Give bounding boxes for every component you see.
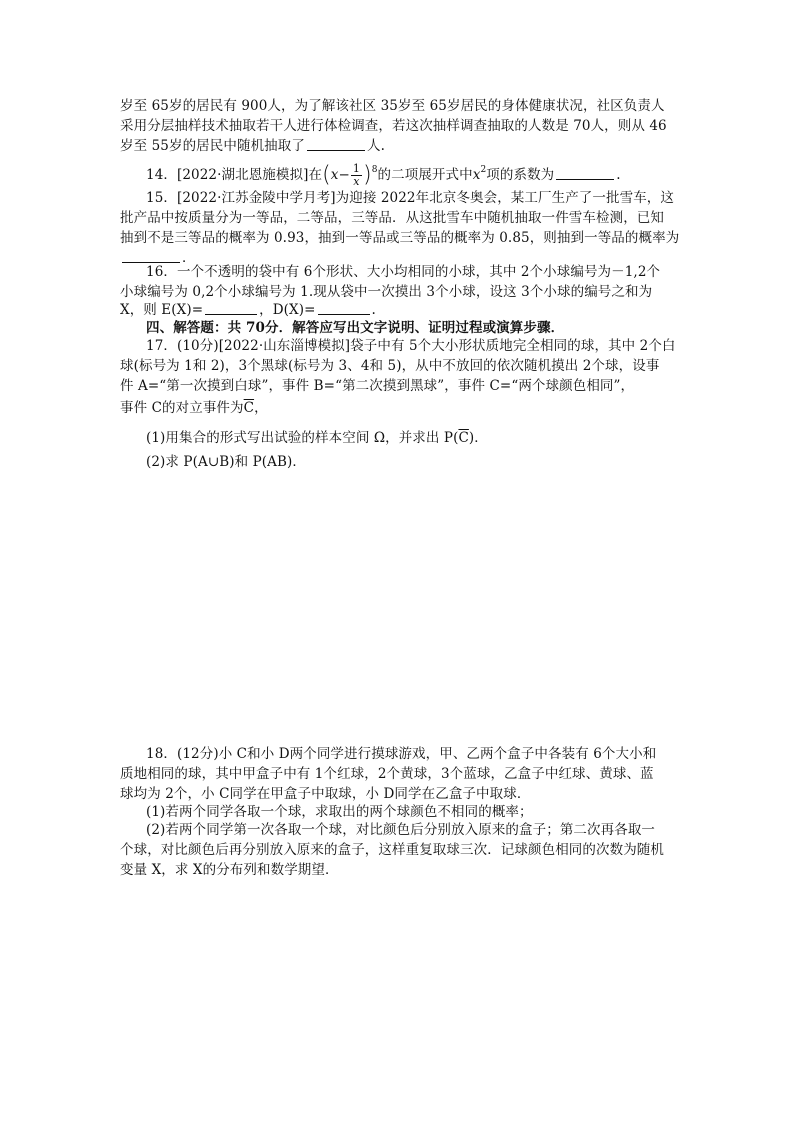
- q17-part-1-a: (1)用集合的形式写出试验的样本空间 Ω，并求出 P(: [146, 430, 459, 446]
- q17-line-4-b: ，: [254, 400, 268, 416]
- q17-line-1: 17．(10分)[2022·山东淄博模拟]袋子中有 5个大小形状质地完全相同的球，其中 2个白: [146, 338, 676, 354]
- q16-dx-answer-blank[interactable]: [318, 300, 370, 315]
- q17-part-1: [146, 428, 706, 448]
- q17-line-4: [120, 398, 680, 418]
- q13-text-line-1: 岁至 65岁的居民有 900人，为了解该社区 35岁至 65岁居民的身体健康状况，社区负责人: [120, 98, 665, 114]
- q17-part-2: (2)求 P(A∪B)和 P(AB)．: [146, 454, 306, 470]
- q17-part-1-c: $\overline{C}$: [458, 430, 469, 446]
- q18-part-1: (1)若两个同学各取一个球，求取出的两个球颜色不相同的概率；: [146, 804, 533, 820]
- q17-part-1-b: )．: [468, 430, 488, 446]
- q14-x2-exponent: 2: [480, 165, 487, 175]
- q16-dx-label: ，D(X)=: [259, 302, 316, 318]
- q13-text-line-3-b: 人.: [366, 138, 385, 154]
- q18-part-2-line-1: (2)若两个同学第一次各取一个球，对比颜色后分别放入原来的盒子；第二次再各取一: [146, 822, 656, 838]
- q16-ex-label: X，则 E(X)=: [120, 302, 204, 318]
- q18-part-2-line-2: 个球，对比颜色后再分别放入原来的盒子，这样重复取球三次．记球颜色相同的次数为随机: [120, 842, 664, 858]
- q17-line-2: 球(标号为 1和 2)，3个黑球(标号为 3、4和 5)，从中不放回的依次随机摸出 2个球，设事: [120, 358, 660, 374]
- q17-line-3: 件 A=“第一次摸到白球”，事件 B=“第二次摸到黑球”，事件 C=“两个球颜色相同”，: [120, 378, 635, 394]
- q18-line-2: 质地相同的球，其中甲盒子中有 1个红球，2个黄球，3个蓝球，乙盒子中红球、黄球、蓝: [120, 766, 654, 782]
- q17-c-complement: $\overline{C}$: [243, 400, 255, 416]
- q16-line-1: 16．一个不透明的袋中有 6个形状、大小均相同的小球，其中 2个小球编号为－1,2个: [146, 264, 661, 280]
- q14-right-paren: ): [363, 162, 372, 188]
- q18-line-3: 球均为 2个，小 C同学在甲盒子中取球，小 D同学在乙盒子中取球．: [120, 786, 531, 802]
- section-4-heading: 四、解答题：共 70分．解答应写出文字说明、证明过程或演算步骤．: [146, 320, 565, 336]
- q14-answer-blank[interactable]: [556, 165, 614, 180]
- q13-text-line-2: 采用分层抽样技术抽取若干人进行体检调查，若这次抽样调查抽取的人数是 70人，则从 46: [120, 118, 667, 134]
- q18-line-1: 18．(12分)小 C和小 D两个同学进行摸球游戏，甲、乙两个盒子中各装有 6个大小和: [146, 746, 657, 762]
- q13-answer-blank[interactable]: [307, 136, 365, 151]
- q16-line-2: 小球编号为 0,2个小球编号为 1.现从袋中一次摸出 3个小球，设这 3个小球的编号之和为: [120, 284, 653, 300]
- q18-part-2-line-3: 变量 X，求 X的分布列和数学期望．: [120, 862, 339, 878]
- q14-suffix-b: 项的系数为: [486, 167, 555, 183]
- q15-line-2: 批产品中按质量分为一等品，二等品，三等品．从这批雪车中随机抽取一件雪车检测，已知: [120, 210, 664, 226]
- q15-line-3: 抽到不是三等品的概率为 0.93，抽到一等品或三等品的概率为 0.85，则抽到一等品的概率为: [120, 230, 680, 246]
- q14-var-x2: x: [472, 167, 481, 183]
- q13-text-line-3-a: 岁至 55岁的居民中随机抽取了: [120, 138, 305, 154]
- q16-ex-answer-blank[interactable]: [205, 300, 257, 315]
- q14-end: .: [616, 167, 621, 183]
- q14-prefix: 14．[2022·湖北恩施模拟]在: [146, 167, 323, 183]
- q13-text-line-3: [120, 136, 680, 156]
- q16-end: .: [371, 302, 376, 318]
- q16-line-3: [120, 300, 680, 320]
- q14-suffix-a: 的二项展开式中: [377, 167, 473, 183]
- q14-left-paren: (: [322, 162, 331, 188]
- q14-fraction: [351, 163, 362, 188]
- q14-exponent: 8: [371, 165, 378, 175]
- q15-answer-blank[interactable]: [122, 248, 180, 263]
- q15-end: ．: [182, 250, 196, 266]
- q14-line: [146, 160, 706, 188]
- q17-line-4-a: 事件 C的对立事件为: [120, 400, 244, 416]
- q15-line-1: 15．[2022·江苏金陵中学月考]为迎接 2022年北京冬奥会，某工厂生产了一批雪车，这: [146, 190, 675, 206]
- q14-minus: −: [338, 167, 350, 183]
- q14-var-x: x: [330, 167, 339, 183]
- q14-fraction-numerator: 1: [352, 162, 360, 175]
- q14-fraction-denominator: x: [353, 175, 360, 188]
